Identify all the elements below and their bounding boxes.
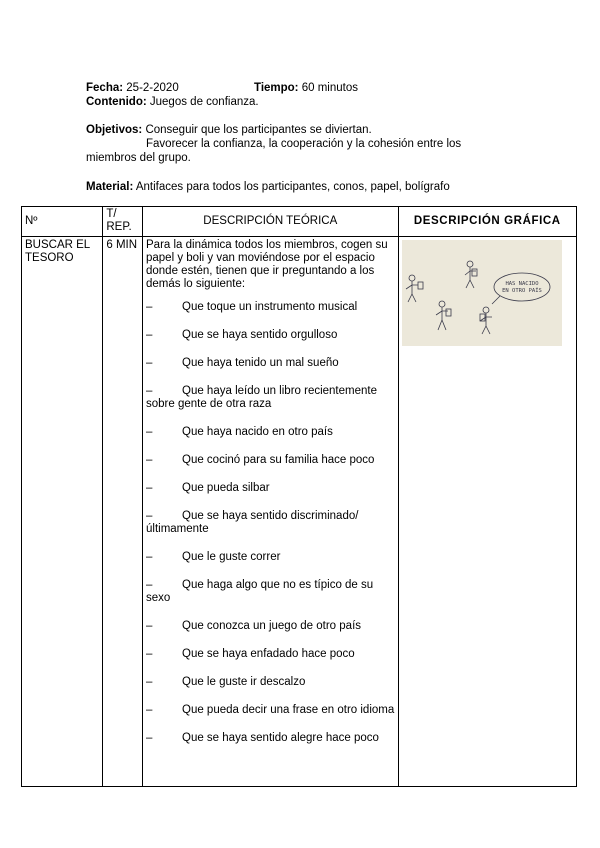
list-dash: – [146, 648, 153, 660]
list-item-text: Que se haya sentido alegre hace poco [182, 732, 379, 744]
activity-intro: Para la dinámica todos los miembros, cogen su papel y boli y van moviéndose por el espacio donde estén, tienen que ir preguntando a los demás lo siguiente: [146, 239, 388, 290]
table-header-row [22, 207, 577, 237]
list-item [146, 676, 395, 689]
list-item-text: Que se haya sentido orgulloso [182, 329, 338, 341]
list-item [146, 510, 395, 536]
sketch-bubble-line1: HAS NACIDO [505, 281, 539, 287]
col-header-desc: DESCRIPCIÓN TEÓRICA [143, 207, 399, 237]
list-dash: – [146, 329, 153, 341]
list-dash: – [146, 482, 153, 494]
col-header-time [103, 207, 143, 237]
list-item [146, 704, 395, 717]
fecha-value: 25-2-2020 [126, 82, 179, 94]
fecha-label: Fecha: [86, 82, 124, 94]
list-item-text: Que se haya sentido discriminado/ últimamente [146, 510, 359, 535]
list-dash: – [146, 454, 153, 466]
list-item [146, 385, 395, 411]
contenido-label: Contenido: [86, 96, 147, 108]
list-item [146, 551, 395, 564]
objetivos-text-2: Favorecer la confianza, la cooperación y la cohesión entre los [146, 138, 462, 150]
tiempo-line [254, 81, 358, 95]
list-item-text: Que haga algo que no es típico de su sexo [146, 579, 374, 604]
sketch-bubble-line2: EN OTRO PAÍS [501, 288, 542, 294]
list-dash: – [146, 732, 153, 744]
list-item-text: Que cocinó para su familia hace poco [182, 454, 375, 466]
list-item [146, 357, 395, 370]
objetivos-text-1: Conseguir que los participantes se diviertan. [145, 124, 372, 136]
material-label: Material: [86, 181, 134, 193]
fecha-line [86, 81, 179, 95]
list-item-text: Que haya leído un libro recientemente sobre gente de otra raza [146, 385, 377, 410]
list-dash: – [146, 551, 153, 563]
list-dash: – [146, 357, 153, 369]
list-dash: – [146, 426, 153, 438]
list-item [146, 301, 395, 314]
list-item-text: Que le guste correr [182, 551, 281, 563]
objetivos-text-3: miembros del grupo. [86, 152, 191, 164]
list-item [146, 648, 395, 661]
activity-time: 6 MIN [103, 237, 143, 787]
activity-table [21, 206, 577, 787]
col-header-time-line2: REP. [106, 221, 132, 233]
col-header-graf: DESCRIPCIÓN GRÁFICA [398, 207, 576, 237]
list-dash: – [146, 385, 153, 397]
list-dash: – [146, 620, 153, 632]
objetivos-line [86, 123, 372, 137]
list-item [146, 454, 395, 467]
list-item [146, 579, 395, 605]
list-dash: – [146, 301, 153, 313]
list-item-text: Que toque un instrumento musical [182, 301, 358, 313]
col-header-time-line1: T/ [106, 208, 117, 220]
question-list [146, 301, 395, 745]
list-dash: – [146, 676, 153, 688]
tiempo-value: 60 minutos [301, 82, 358, 94]
contenido-value: Juegos de confianza. [149, 96, 259, 108]
tiempo-label: Tiempo: [254, 82, 299, 94]
col-header-n: Nº [22, 207, 103, 237]
table-row [22, 237, 577, 787]
objetivos-label: Objetivos: [86, 124, 143, 136]
activity-description [143, 237, 399, 787]
list-item-text: Que se haya enfadado hace poco [182, 648, 355, 660]
material-line [86, 180, 450, 194]
list-item-text: Que conozca un juego de otro país [182, 620, 362, 632]
list-item-text: Que pueda decir una frase en otro idioma [182, 704, 395, 716]
list-dash: – [146, 579, 153, 591]
material-value: Antifaces para todos los participantes, conos, papel, bolígrafo [135, 181, 450, 193]
list-item-text: Que haya nacido en otro país [182, 426, 333, 438]
list-item-text: Que pueda silbar [182, 482, 270, 494]
list-item [146, 426, 395, 439]
contenido-line [86, 95, 259, 109]
list-dash: – [146, 510, 153, 522]
list-item [146, 329, 395, 342]
stick-figures-sketch [402, 240, 562, 346]
list-dash: – [146, 704, 153, 716]
list-item [146, 620, 395, 633]
activity-graphic [398, 237, 576, 787]
activity-name: BUSCAR EL TESORO [22, 237, 103, 787]
list-item [146, 732, 395, 745]
list-item [146, 482, 395, 495]
list-item-text: Que haya tenido un mal sueño [182, 357, 339, 369]
list-item-text: Que le guste ir descalzo [182, 676, 306, 688]
